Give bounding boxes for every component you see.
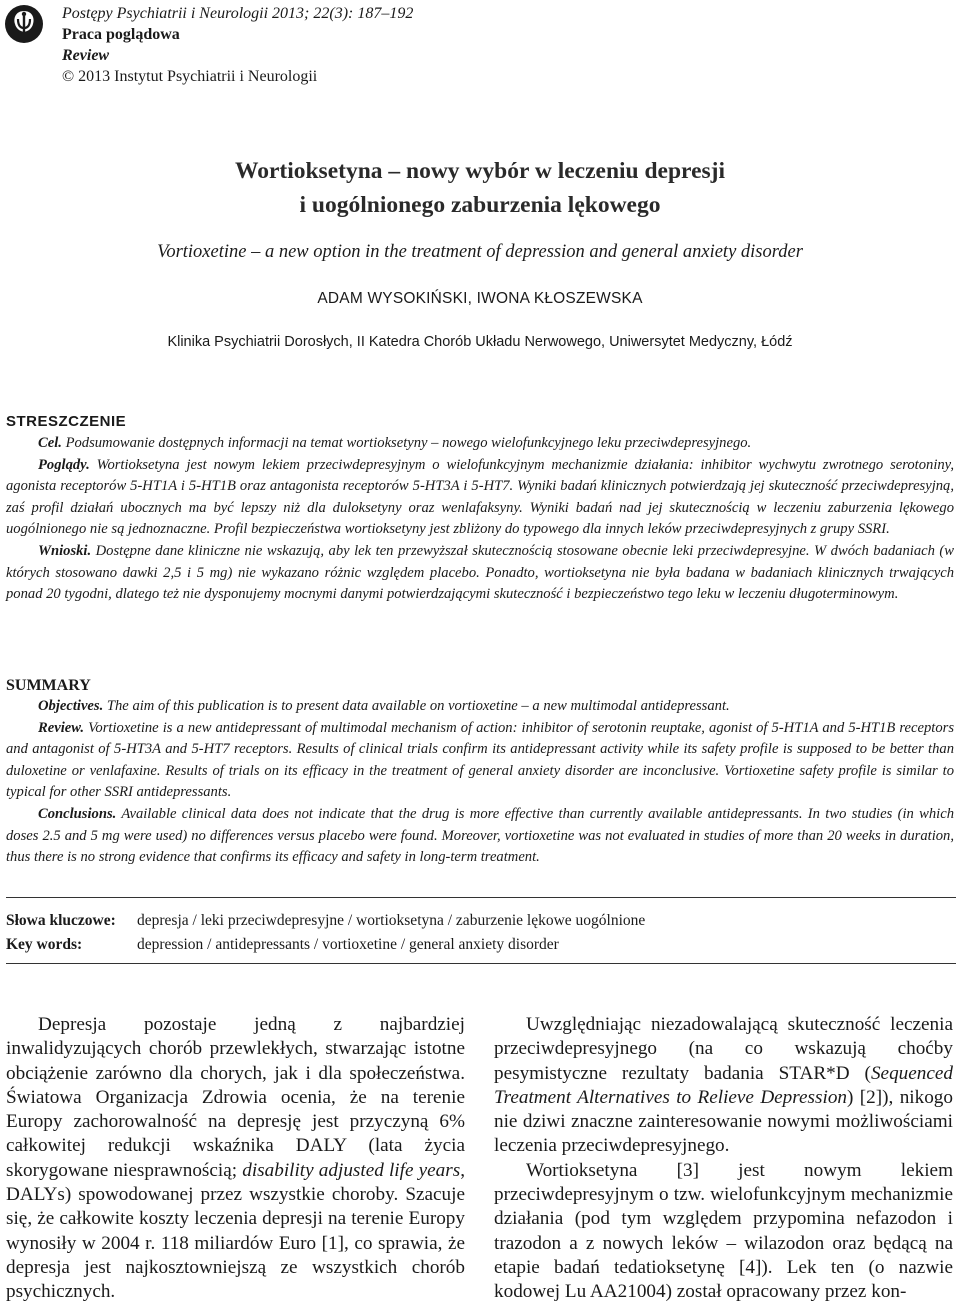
article-subtitle-en: Vortioxetine – a new option in the treatment of depression and general anxiety disorder	[157, 242, 803, 262]
abstract-paragraph	[6, 804, 954, 869]
section-text: The aim of this publication is to present data available on vortioxetine – a new multimodal antidepressant.	[103, 698, 730, 714]
abstract-paragraph	[6, 696, 954, 718]
journal-header	[62, 3, 413, 87]
authors: ADAM WYSOKIŃSKI, IWONA KŁOSZEWSKA	[317, 290, 643, 307]
abstract-paragraph	[6, 718, 954, 804]
body-text: , DALYs) spowodowanej przez wszystkie choroby. Szacuje się, że całkowite koszty leczenia depresji na terenie Europy wynosiły w 2004 r. 118 miliardów Euro [1], co sprawia, że depresja jest najkosztowniejszą ze wszystkich chorób psychicznych.	[6, 1159, 465, 1303]
journal-logo-icon	[4, 4, 44, 44]
body-column-left	[6, 1013, 465, 1305]
streszczenie-heading: STRESZCZENIE	[6, 413, 127, 430]
body-column-right	[494, 1013, 953, 1305]
title-line-2: i uogólnionego zaburzenia lękowego	[299, 192, 661, 218]
keywords-label: Key words:	[6, 936, 83, 953]
section-label: Poglądy.	[38, 456, 90, 473]
keywords-value: depresja / leki przeciwdepresyjne / wortioksetyna / zaburzenie lękowe uogólnione	[137, 912, 646, 929]
section-text: Wortioksetyna jest nowym lekiem przeciwdepresyjnym o wielofunkcyjnym mechanizmie działania: inhibitor wychwytu zwrotnego serotoniny, agonista receptorów 5-HT1A i 5-HT1B oraz antagonista receptorów 5-HT3A i 5-HT7. Wyniki badań klinicznych potwierdzają jej skuteczność przeciwdepresyjną, zaś profil działań ubocznych ma być lepszy niż dla duloksetyny oraz wenlafaksyny. Wyniki badań nad jej skutecznością w leczeniu zaburzenia lękowego uogólnionego nie są jednoznaczne. Profil bezpieczeństwa wortioksetyny jest zbliżony do typowego dla innych leków przeciwdepresyjnych z grupy SSRI.	[6, 456, 954, 538]
section-text: Dostępne dane kliniczne nie wskazują, aby lek ten przewyższał skutecznością stosowane obecnie leki przeciwdepresyjne. W dwóch badaniach (w których stosowano dawki 2,5 i 5 mg) nie wykazano różnic względem placebo. Ponadto, wortioksetyna nie była badana w badaniach klinicznych trwających ponad 20 tygodni, dlatego też nie dysponujemy mocnymi danymi potwierdzającymi skuteczność i bezpieczeństwo tego leku w leczeniu długoterminowym.	[6, 542, 954, 603]
body-paragraph	[494, 1013, 953, 1159]
section-label: Objectives.	[38, 698, 104, 714]
article-type-pl: Praca poglądowa	[62, 26, 180, 43]
section-text: Available clinical data does not indicate that the drug is more effective than currently available antidepressants. In two studies (in which doses 2.5 and 5 mg were used) no differences versus placebo were found. Moreover, vortioxetine was not evaluated in studies of more than 20 weeks in duration, thus there is no strong evidence that confirms its efficacy and safety in long-term treatment.	[6, 805, 954, 866]
keywords-rule-bottom	[6, 963, 956, 964]
section-label: Conclusions.	[38, 805, 117, 822]
body-text: Uwzględniając niezadowalającą skuteczność leczenia przeciwdepresyjnego (na co wskazują choćby pesymistyczne rezultaty badania STAR*D (	[494, 1014, 953, 1084]
summary-body	[6, 696, 954, 869]
keywords-value: depression / antidepressants / vortioxetine / general anxiety disorder	[137, 936, 559, 953]
body-paragraph	[6, 1013, 465, 1305]
article-type-en: Review	[62, 47, 110, 64]
section-label: Wnioski.	[38, 542, 92, 559]
keywords-en	[6, 936, 559, 954]
copyright-line: © 2013 Instytut Psychiatrii i Neurologii	[62, 68, 318, 85]
abstract-paragraph	[6, 433, 954, 455]
body-text: Depresja pozostaje jedną z najbardziej inwalidyzujących chorób przewlekłych, stwarzając istotne obciążenie zarówno dla chorych, jak i dla społeczeństwa. Światowa Organizacja Zdrowia ocenia, że na terenie Europy zachorowalność na depresję jest przyczyną 6% całkowitej redukcji wskaźnika DALY (lata życia skorygowane niesprawnością;	[6, 1014, 465, 1181]
affiliation: Klinika Psychiatrii Dorosłych, II Katedra Chorób Układu Nerwowego, Uniwersytet Medyczny, Łódź	[167, 334, 793, 350]
abstract-paragraph	[6, 541, 954, 606]
section-text: Vortioxetine is a new antidepressant of multimodal mechanism of action: inhibitor of serotonin reuptake, agonist of 5-HT1A and 5-HT1B receptors and antagonist of 5-HT3A and 5-HT7 receptors. Results of clinical trials confirm its antidepressant activity while its safety profile is supposed to be better than duloxetine or venlafaxine. Results of trials on its efficacy in the treatment of general anxiety disorder are inconclusive. Vortioxetine safety profile is similar to typical for other SSRI antidepressants.	[6, 719, 954, 801]
body-text: ) [2]), nikogo nie dziwi znaczne zainteresowanie nowymi możliwościami leczenia przeciwdepresyjnego.	[494, 1086, 953, 1157]
streszczenie-body	[6, 433, 954, 606]
section-label: Review.	[38, 719, 85, 736]
body-text-italic: Sequenced Treatment Alternatives to Relieve Depression	[494, 1062, 953, 1108]
keywords-label: Słowa kluczowe:	[6, 912, 116, 929]
keywords-rule-top	[6, 897, 956, 898]
summary-heading: SUMMARY	[6, 677, 91, 694]
abstract-paragraph	[6, 455, 954, 541]
title-line-1: Wortioksetyna – nowy wybór w leczeniu depresji	[234, 158, 725, 184]
article-title	[0, 154, 960, 222]
body-paragraph: Wortioksetyna [3] jest nowym lekiem przeciwdepresyjnym o tzw. wielofunkcyjnym mechanizmie działania (pod tym względem przypomina nefazodon i trazodon a z nowych leków – wilazodon oraz będącą na etapie badań tedatioksetynę [4]). Lek ten (o nazwie kodowej Lu AA21004) został opracowany przez kon-	[494, 1159, 953, 1303]
section-label: Cel.	[38, 435, 62, 451]
keywords-pl	[6, 912, 645, 930]
body-text-italic: disability adjusted life years	[242, 1159, 461, 1181]
section-text: Podsumowanie dostępnych informacji na temat wortioksetyny – nowego wielofunkcyjnego leku przeciwdepresyjnego.	[61, 435, 752, 451]
journal-citation: Postępy Psychiatrii i Neurologii 2013; 22(3): 187–192	[62, 5, 414, 22]
